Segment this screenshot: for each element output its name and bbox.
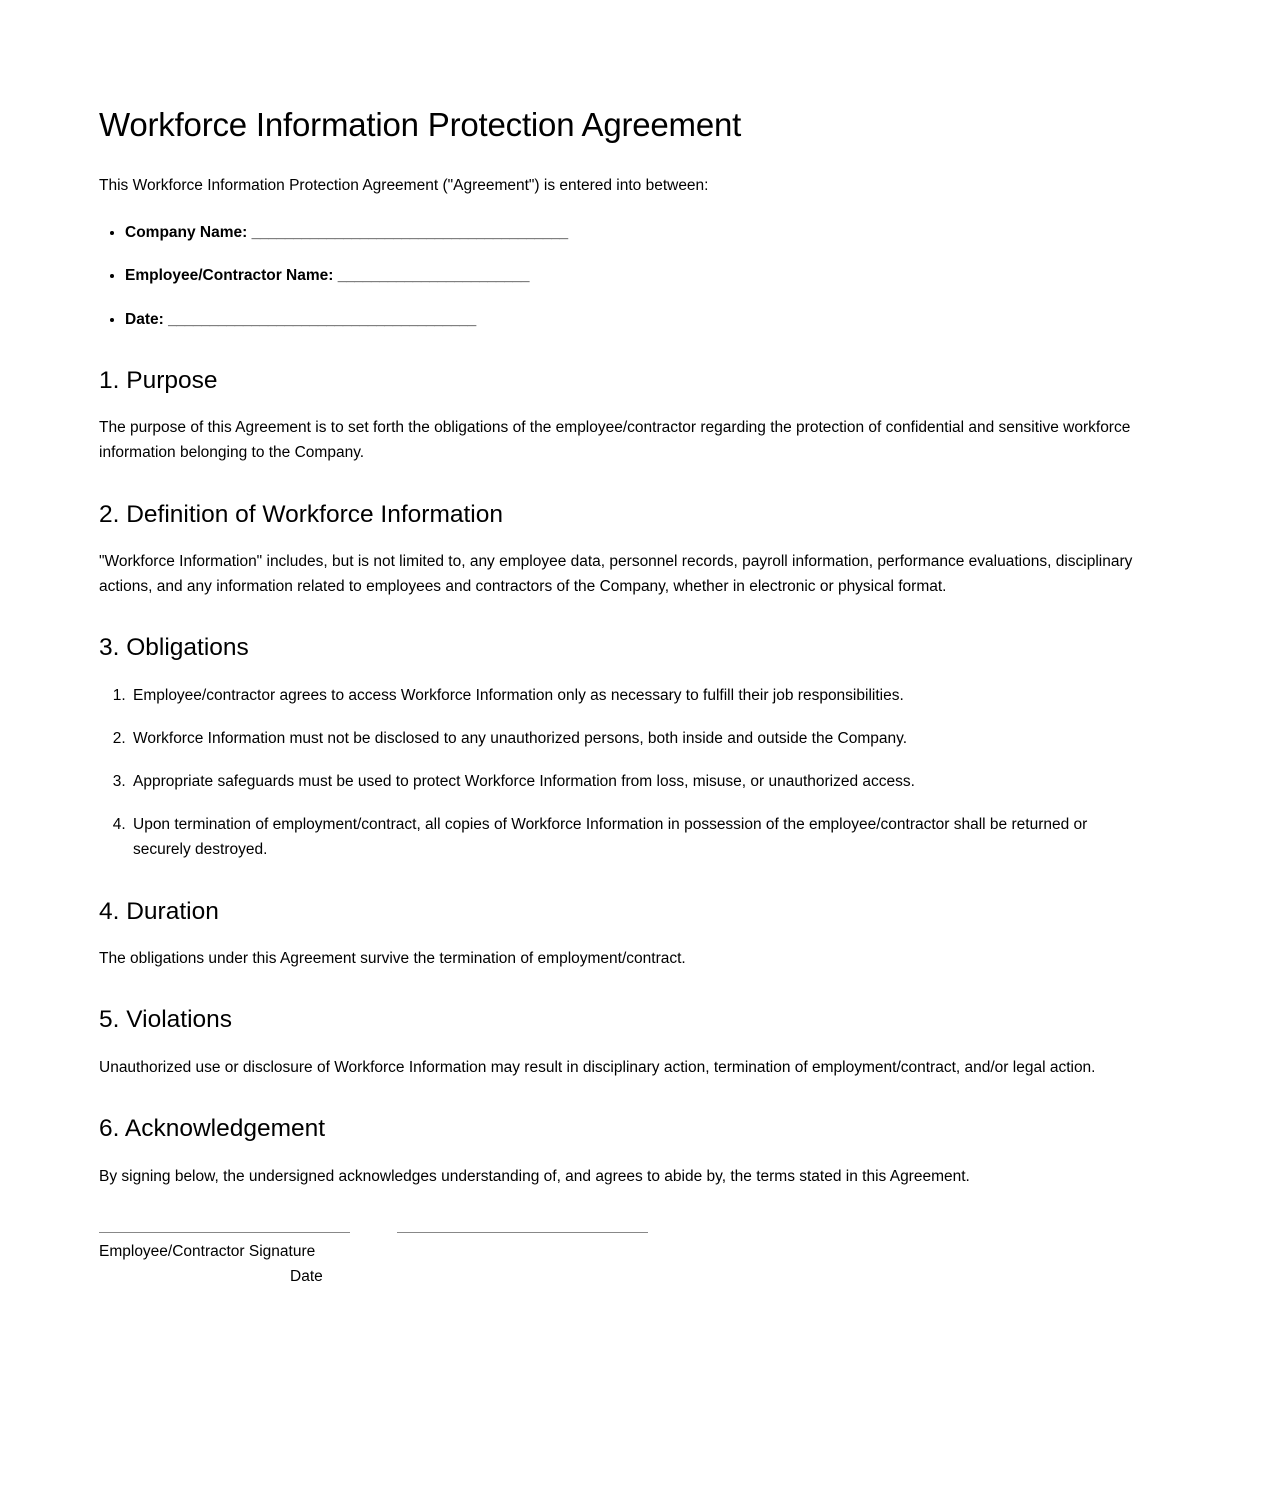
section-heading-definition: 2. Definition of Workforce Information: [99, 500, 503, 528]
section-body-acknowledgement: By signing below, the undersigned acknowledges understanding of, and agrees to abide by, the terms stated in this Agreement.: [99, 1167, 970, 1185]
list-item: 3. Appropriate safeguards must be used to protect Workforce Information from loss, misuse, or unauthorized access.: [130, 769, 1133, 794]
section-body-purpose: The purpose of this Agreement is to set forth the obligations of the employee/contractor regarding the protection of confidential and sensitive workforce information belonging to the Company.: [99, 419, 1131, 462]
signature-rules: [99, 1232, 659, 1234]
intro-paragraph: This Workforce Information Protection Agreement ("Agreement") is entered into between:: [99, 177, 709, 195]
date-label: Date:: [125, 310, 164, 328]
section-heading-purpose: 1. Purpose: [99, 366, 218, 394]
section-body-violations: Unauthorized use or disclosure of Workforce Information may result in disciplinary action, termination of employment/contract, and/or legal action.: [99, 1058, 1096, 1076]
signature-block: [99, 1232, 659, 1289]
party-fields-list: [99, 220, 1133, 331]
document-content: [99, 104, 1133, 1189]
obligations-list: [99, 683, 1133, 863]
section-heading-acknowledgement: 6. Acknowledgement: [99, 1115, 326, 1143]
list-item-employee-contractor-name: [125, 263, 1133, 288]
company-name-input-rule[interactable]: ______________________________________: [251, 224, 568, 242]
page-title: Workforce Information Protection Agreement: [99, 106, 742, 143]
section-heading-duration: 4. Duration: [99, 897, 219, 925]
signature-line-employee[interactable]: [99, 1232, 350, 1233]
list-item: 4. Upon termination of employment/contract, all copies of Workforce Information in possession of the employee/contractor shall be returned or securely destroyed.: [130, 812, 1133, 862]
signature-captions: [99, 1239, 659, 1289]
signature-date-caption-label: Date: [290, 1268, 323, 1286]
list-item: 2. Workforce Information must not be disclosed to any unauthorized persons, both inside and outside the Company.: [130, 726, 1133, 751]
list-item-company-name: [125, 220, 1133, 245]
list-item-date: [125, 307, 1133, 332]
employee-contractor-name-label: Employee/Contractor Name:: [125, 267, 334, 285]
section-body-definition: "Workforce Information" includes, but is not limited to, any employee data, personnel records, payroll information, performance evaluations, disciplinary actions, and any information related to employees and contractors of the Company, whether in electronic or physical format.: [99, 553, 1133, 596]
section-heading-violations: 5. Violations: [99, 1006, 233, 1034]
section-body-duration: The obligations under this Agreement survive the termination of employment/contract.: [99, 950, 686, 968]
company-name-label: Company Name:: [125, 224, 248, 242]
section-heading-obligations: 3. Obligations: [99, 634, 249, 662]
date-input-rule[interactable]: _____________________________________: [168, 310, 476, 328]
signature-line-date[interactable]: [397, 1232, 648, 1233]
signature-caption-label: Employee/Contractor Signature: [99, 1243, 316, 1260]
list-item: 1. Employee/contractor agrees to access Workforce Information only as necessary to fulfill their job responsibilities.: [130, 683, 1133, 708]
employee-contractor-name-input-rule[interactable]: _______________________: [337, 267, 530, 285]
